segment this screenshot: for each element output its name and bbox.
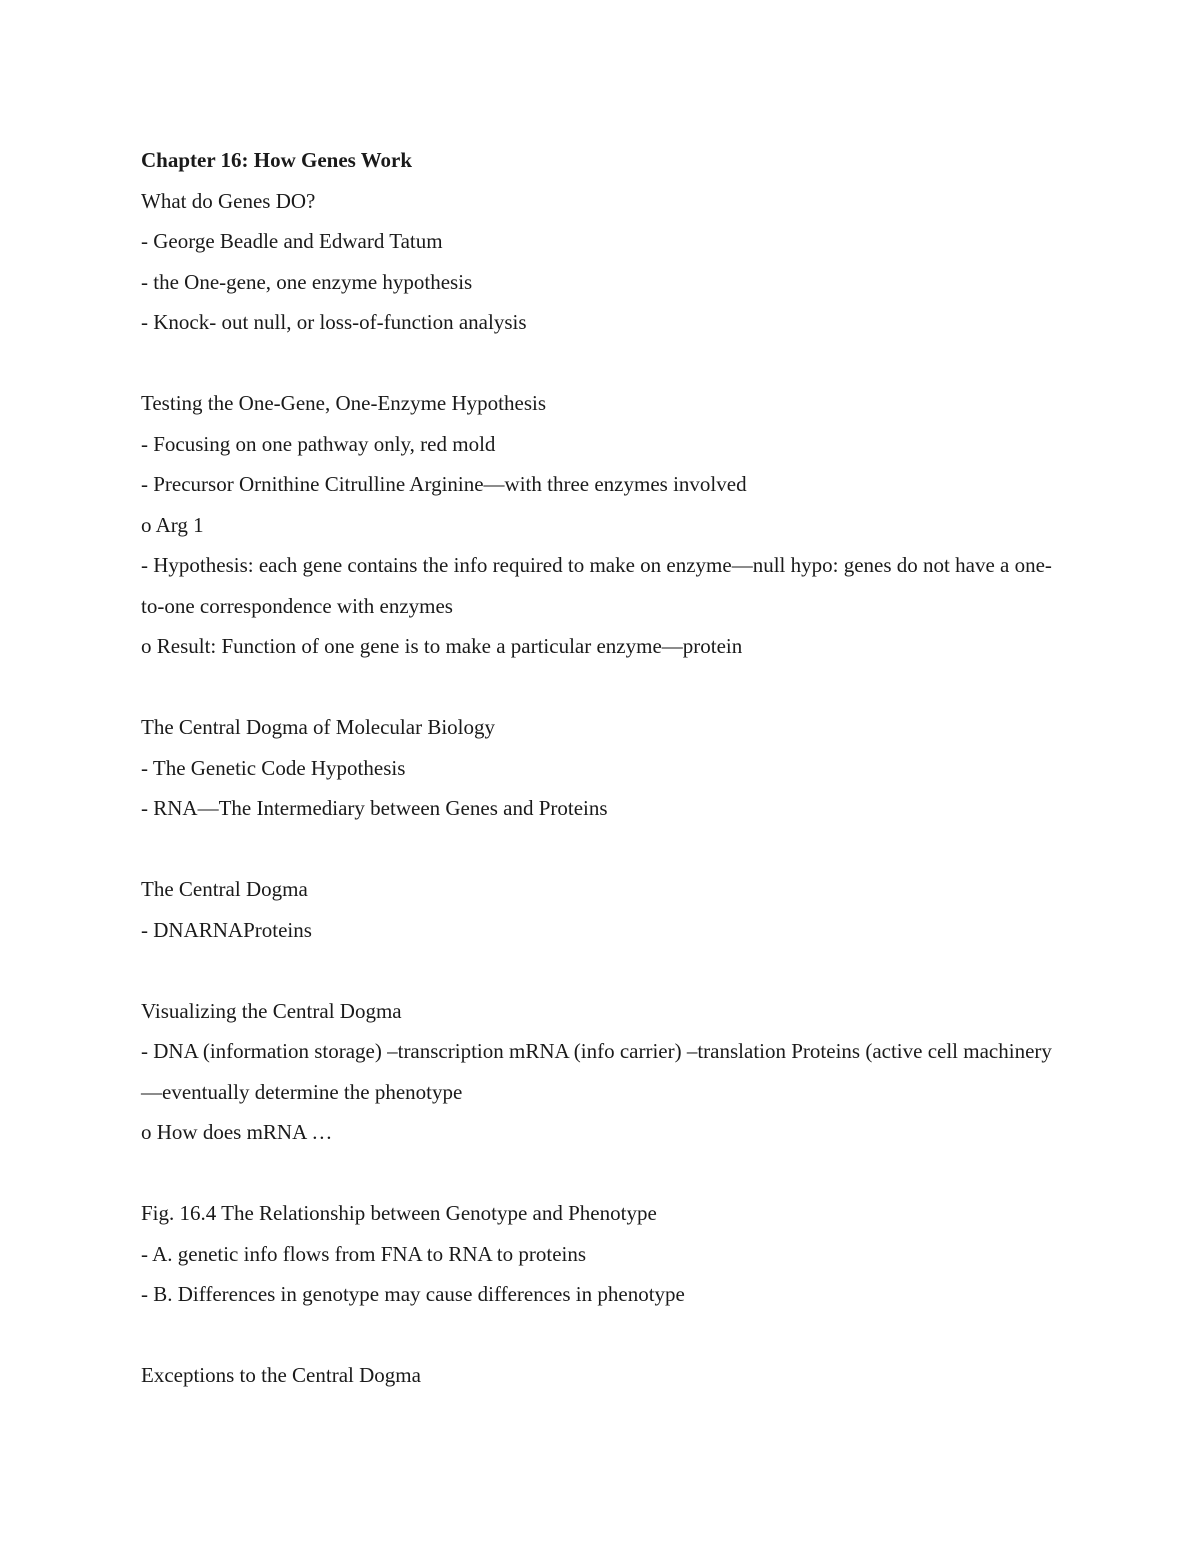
bullet-line: - B. Differences in genotype may cause differences in phenotype	[141, 1282, 685, 1306]
bullet-line: - the One-gene, one enzyme hypothesis	[141, 269, 473, 294]
section-heading: What do Genes DO?	[141, 188, 316, 213]
sub-bullet-line: o How does mRNA …	[141, 1120, 333, 1144]
section-heading: Exceptions to the Central Dogma	[141, 1363, 421, 1387]
paragraph-gap	[141, 950, 1061, 991]
section-heading: Fig. 16.4 The Relationship between Genotype and Phenotype	[141, 1201, 657, 1225]
bullet-line: - A. genetic info flows from FNA to RNA to proteins	[141, 1241, 587, 1266]
section-heading: Visualizing the Central Dogma	[141, 998, 402, 1023]
sub-bullet-line: o Result: Function of one gene is to make a particular enzyme—protein	[141, 634, 743, 658]
chapter-title: Chapter 16: How Genes Work	[141, 148, 413, 172]
bullet-line: - Knock- out null, or loss-of-function analysis	[141, 310, 527, 334]
section-heading: The Central Dogma of Molecular Biology	[141, 715, 495, 739]
bullet-line: - Hypothesis: each gene contains the info required to make on enzyme—null hypo: genes do not have a one-to-one correspondence with enzymes	[141, 553, 1052, 618]
bullet-line: - Precursor Ornithine Citrulline Arginine—with three enzymes involved	[141, 472, 747, 496]
paragraph-gap	[141, 343, 1061, 384]
bullet-line: - The Genetic Code Hypothesis	[141, 755, 406, 780]
bullet-line: - George Beadle and Edward Tatum	[141, 229, 443, 253]
paragraph-gap	[141, 1315, 1061, 1356]
bullet-line: - DNA (information storage) –transcription mRNA (info carrier) –translation Proteins (active cell machinery—eventually determine the phenotype	[141, 1039, 1052, 1104]
paragraph-gap	[141, 829, 1061, 870]
bullet-line: - Focusing on one pathway only, red mold	[141, 431, 496, 456]
paragraph-gap	[141, 1153, 1061, 1194]
bullet-line: - DNARNAProteins	[141, 917, 312, 942]
section-heading: Testing the One-Gene, One-Enzyme Hypothesis	[141, 391, 546, 415]
sub-bullet-line: o Arg 1	[141, 512, 204, 537]
bullet-line: - RNA—The Intermediary between Genes and Proteins	[141, 796, 608, 820]
paragraph-gap	[141, 667, 1061, 708]
document-body	[141, 140, 1061, 1396]
section-heading: The Central Dogma	[141, 877, 308, 901]
